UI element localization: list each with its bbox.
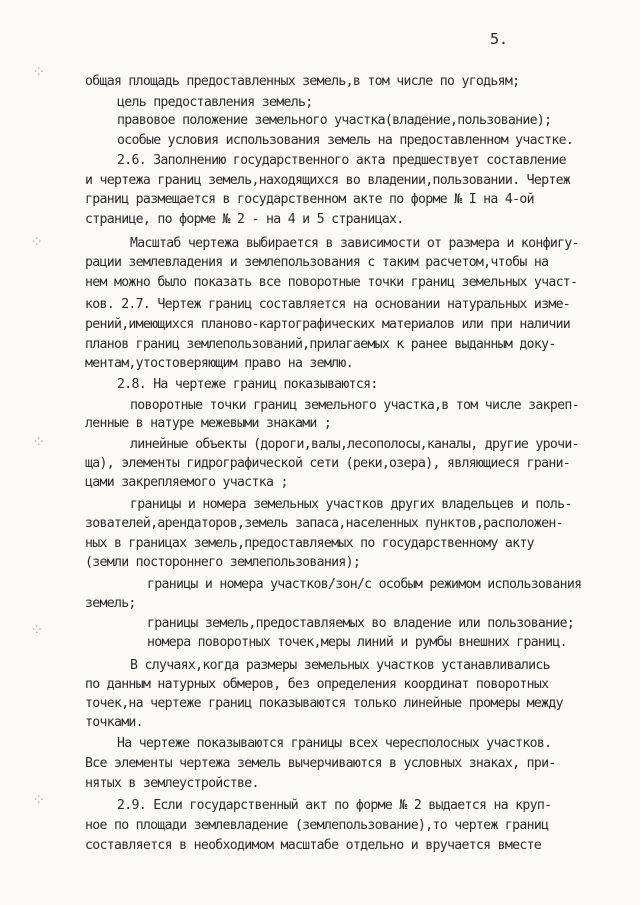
text-line: нятых в землеустройстве.	[85, 776, 259, 791]
text-line: границы и номера земельных участков других владельцев и поль-	[130, 497, 572, 512]
text-line: границ размещается в государственном акте по форме № I на 4-ой	[85, 192, 534, 207]
text-line: ное по площади землевладение (землепользование),то чертеж границ	[85, 818, 549, 833]
text-line: 2.9. Если государственный акт по форме № 2 выдается на круп-	[117, 798, 552, 813]
text-line: ков. 2.7. Чертеж границ составляется на основании натуральных изме-	[85, 297, 571, 312]
text-line: поворотные точки границ земельного участка,в том числе закреп-	[130, 398, 579, 413]
text-line: цель предоставления земель;	[117, 95, 313, 110]
text-line: линейные объекты (дороги,валы,лесополосы,каналы, другие урочи-	[130, 437, 579, 452]
text-line: правовое положение земельного участка(владение,пользование);	[117, 113, 552, 128]
text-line: рений,имеющихся планово-картографических материалов или при наличии	[85, 317, 571, 332]
text-line: странице, по форме № 2 - на 4 и 5 страницах.	[85, 212, 404, 227]
margin-mark: ⁘	[30, 232, 44, 251]
text-line: Все элементы чертежа земель вычерчиваются в условных знаках, при-	[85, 756, 556, 771]
text-line: земель;	[85, 596, 136, 611]
text-line: особые условия использования земель на предоставленном участке.	[117, 133, 574, 148]
text-line: планов границ землепользований,прилагаемых к ранее выданным доку-	[85, 337, 556, 352]
margin-mark: ⁘	[32, 432, 46, 451]
text-line: 2.8. На чертеже границ показываются:	[117, 377, 378, 392]
text-line: точками.	[85, 715, 143, 730]
text-line: ща), элементы гидрографической сети (реки,озера), являющиеся грани-	[85, 456, 571, 471]
text-line: На чертеже показываются границы всех чересполосных участков.	[117, 736, 552, 751]
text-line: В случаях,когда размеры земельных участков устанавливались	[130, 658, 550, 673]
text-line: (земли постороннего землепользования);	[85, 555, 361, 570]
text-line: ментам,утостоверяющим право на землю.	[85, 356, 353, 371]
text-line: по данным натурных обмеров, без определения координат поворотных	[85, 677, 549, 692]
text-line: границы и номера участков/зон/с особым режимом использования	[147, 577, 582, 592]
text-line: ных в границах земель,предоставляемых по государственному акту	[85, 536, 534, 551]
text-line: цами закрепляемого участка ;	[85, 475, 288, 490]
text-line: Масштаб чертежа выбирается в зависимости от размера и конфигу-	[130, 236, 579, 251]
margin-mark: ⁘	[30, 620, 44, 639]
margin-mark: ⁘	[32, 790, 46, 809]
text-line: 2.6. Заполнению государственного акта предшествует составление	[117, 153, 566, 168]
text-line: зователей,арендаторов,земель запаса,населенных пунктов,расположен-	[85, 516, 563, 531]
text-line: рации землевладения и землепользования с таким расчетом,чтобы на	[85, 255, 549, 270]
margin-mark: ⁘	[32, 62, 46, 81]
text-line: номера поворотных точек,меры линий и румбы внешних границ.	[147, 635, 567, 650]
text-line: границы земель,предоставляемых во владение или пользование;	[147, 616, 575, 631]
text-line: и чертежа границ земель,находящихся во владении,пользовании. Чертеж	[85, 173, 571, 188]
text-line: общая площадь предоставленных земель,в том числе по угодьям;	[85, 74, 520, 89]
text-line: составляется в необходимом масштабе отдельно и вручается вместе	[85, 838, 542, 853]
text-line: точек,на чертеже границ показываются только линейные промеры между	[85, 696, 563, 711]
text-line: нем можно было показать все поворотные точки границ земельных участ-	[85, 275, 578, 290]
page-number: 5.	[490, 30, 509, 48]
text-line: ленные в натуре межевыми знаками ;	[85, 416, 332, 431]
